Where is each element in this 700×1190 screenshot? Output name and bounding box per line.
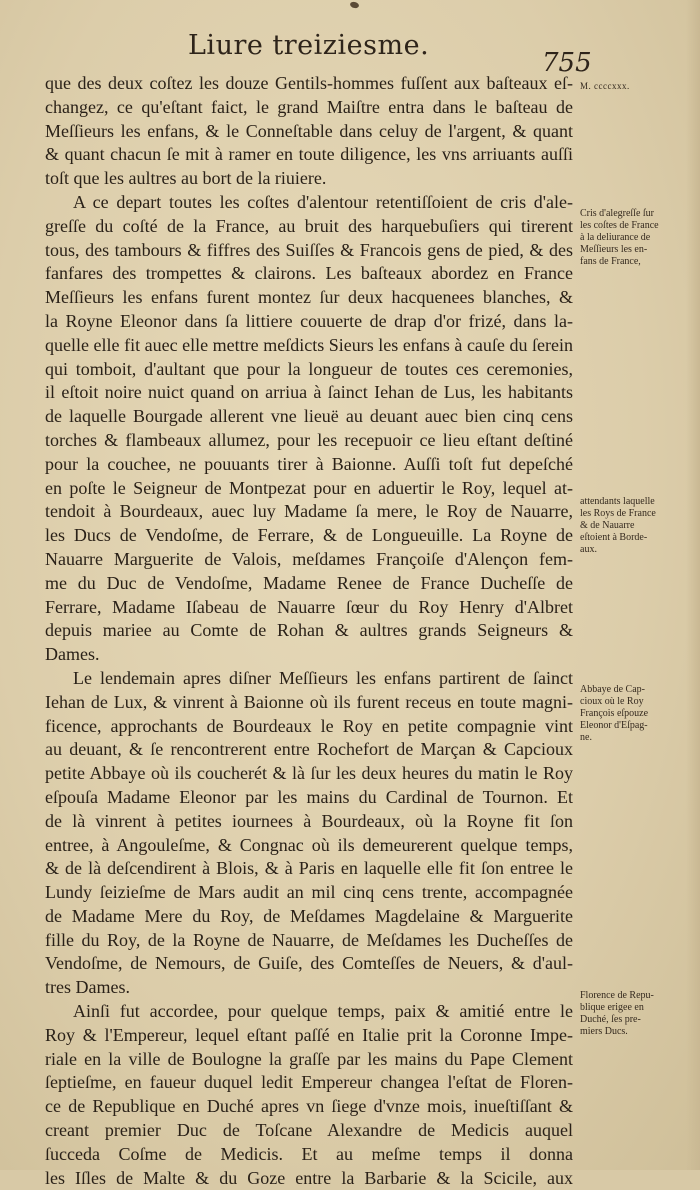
- margin-note-line: Abbaye de Cap-: [580, 684, 645, 695]
- text-line: Le lendemain apres diſner Meſſieurs les enfans partirent de ſainct: [73, 667, 573, 688]
- text-line: Meſſieurs les enfans, & le Conneſtable dans celuy de l'argent, & quant: [45, 120, 573, 141]
- text-line: ſucceda Coſme de Medicis. Et au meſme temps il donna: [45, 1143, 573, 1164]
- margin-note-line: attendants laquelle: [580, 496, 655, 507]
- margin-note-line: Florence de Repu-: [580, 990, 654, 1001]
- margin-note-line: fans de France,: [580, 256, 641, 267]
- text-line: Nauarre Marguerite de Valois, meſdames Françoiſe d'Alençon fem-: [45, 548, 573, 569]
- margin-note-line: blique erigee en: [580, 1002, 644, 1013]
- text-line: fanfares des trompettes & clairons. Les baſteaux abordez en France: [45, 263, 573, 284]
- running-title: Liure treiziesme.: [188, 30, 430, 61]
- text-line: A ce depart toutes les coſtes d'alentour retentiſſoient de cris d'ale-: [73, 191, 573, 212]
- text-line: me du Duc de Vendoſme, Madame Renee de France Ducheſſe de: [45, 572, 573, 593]
- text-line: & de là deſcendirent à Blois, & à Paris en laquelle elle fit ſon entree le: [45, 858, 573, 879]
- margin-note-line: M. ccccxxx.: [580, 81, 630, 91]
- page-edge-shadow: [686, 0, 700, 1170]
- text-line: ſeptieſme, en faueur duquel ledit Empereur changea l'eſtat de Floren-: [45, 1072, 573, 1093]
- text-line: torches & flambeaux allumez, pour les recepuoir ce lieu eſtant deſtiné: [45, 429, 573, 450]
- text-line: Iehan de Lux, & vinrent à Baionne où ils furent receus en toute magni-: [45, 691, 573, 712]
- margin-note-abbaye: [580, 684, 680, 744]
- text-line: de là vinrent à petites iournees à Bourdeaux, où la Royne fit ſon: [45, 810, 573, 831]
- text-line: creant premier Duc de Toſcane Alexandre de Medicis auquel: [45, 1120, 573, 1141]
- text-line: depuis mariee au Comte de Rohan & aultres grands Seigneurs &: [45, 620, 573, 641]
- text-line: quelle elle fit auec elle mettre meſdicts Sieurs les enfans à cauſe du ſerein: [45, 334, 573, 355]
- margin-note-line: Meſſieurs les en-: [580, 244, 648, 255]
- body-text: [45, 72, 573, 1190]
- text-line: tres Dames.: [45, 977, 130, 998]
- margin-note-cris: [580, 208, 680, 268]
- text-line: changez, ce qu'eſtant faict, le grand Maiſtre entra dans le baſteau de: [45, 96, 573, 117]
- page-number: 755: [542, 48, 592, 78]
- paragraph: [45, 191, 573, 667]
- margin-note-line: ne.: [580, 732, 592, 743]
- margin-note-line: & de Nauarre: [580, 520, 635, 531]
- text-line: ce de Republique en Duché apres vn ſiege d'vnze mois, inueſtiſſant &: [45, 1096, 573, 1117]
- margin-note-line: Cris d'alegreſſe ſur: [580, 208, 654, 219]
- text-line: de Madame Mere du Roy, de Meſdames Magdelaine & Marguerite: [45, 905, 573, 926]
- text-line: Ferrare, Madame Iſabeau de Nauarre ſœur du Roy Henry d'Albret: [45, 596, 573, 617]
- text-line: Roy & l'Empereur, lequel eſtant paſſé en Italie prit la Coronne Impe-: [45, 1024, 573, 1045]
- text-line: fille du Roy, de la Royne de Nauarre, de Meſdames les Ducheſſes de: [45, 929, 573, 950]
- paragraph: [45, 72, 573, 191]
- text-line: de laquelle Bourgade allerent vne lieuë au deuant auec bien cinq cens: [45, 406, 573, 427]
- margin-note-line: à la deliurance de: [580, 232, 651, 243]
- text-line: Lundy ſeizieſme de Mars audit an mil cinq cens trente, accompagnée: [45, 882, 573, 903]
- text-line: qui tomboit, d'aultant que pour la longueur de toutes ces ceremonies,: [45, 358, 573, 379]
- text-line: tous, des tambours & fiffres des Suiſſes & Francois gens de pied, & des: [45, 239, 573, 260]
- margin-note-line: miers Ducs.: [580, 1026, 628, 1037]
- text-line: petite Abbaye où ils coucherét & là ſur les deux heures du matin le Roy: [45, 763, 573, 784]
- margin-note-line: François eſpouze: [580, 708, 649, 719]
- margin-note-year: [580, 80, 680, 92]
- text-line: toſt que les aultres au bort de la riuiere.: [45, 168, 327, 189]
- text-line: tendoit à Bourdeaux, auec luy Madame ſa mere, le Roy de Nauarre,: [45, 501, 573, 522]
- margin-note-line: les Roys de France: [580, 508, 656, 519]
- text-line: Dames.: [45, 644, 100, 665]
- text-line: Vendoſme, de Nemours, de Guiſe, des Comteſſes de Neuers, & d'aul-: [45, 953, 573, 974]
- paragraph: [45, 1000, 573, 1190]
- margin-note-line: les coſtes de France: [580, 220, 659, 231]
- margin-note-line: cioux où le Roy: [580, 696, 644, 707]
- text-line: que des deux coſtez les douze Gentils-hommes fuſſent aux baſteaux eſ-: [45, 73, 573, 93]
- text-line: pour la couchee, ne pouuants tirer à Baionne. Auſſi toſt fut depeſché: [45, 453, 573, 474]
- text-line: & quant chacun ſe mit à ramer en toute diligence, les vns arriuants auſſi: [45, 144, 573, 165]
- text-line: eſpouſa Madame Eleonor par les mains du Cardinal de Tournon. Et: [45, 786, 573, 807]
- text-line: Ainſi fut accordee, pour quelque temps, paix & amitié entre le: [73, 1001, 573, 1022]
- text-line: riale en la ville de Boulogne la graſſe par les mains du Pape Clement: [45, 1048, 573, 1069]
- text-line: greſſe du coſté de la France, au bruit des harquebuſiers qui tirerent: [45, 215, 573, 236]
- text-line: les Ducs de Vendoſme, de Ferrare, & de Longueuille. La Royne de: [45, 525, 573, 546]
- text-line: entree, à Angouleſme, & Congnac où ils demeurerent quelque temps,: [45, 834, 573, 855]
- margin-note-line: aux.: [580, 544, 597, 555]
- text-line: les Iſles de Malte & du Goze entre la Barbarie & la Scicile, aux: [45, 1167, 573, 1188]
- text-line: ficence, approchants de Bourdeaux le Roy en petite compagnie vint: [45, 715, 573, 736]
- margin-note-line: Duché, ſes pre-: [580, 1014, 641, 1025]
- text-line: Meſſieurs les enfans furent montez ſur deux hacquenees blanches, &: [45, 287, 573, 308]
- text-line: en poſte le Seigneur de Montpezat pour en aduertir le Roy, lequel at-: [45, 477, 573, 498]
- paragraph: [45, 667, 573, 1000]
- text-line: il eſtoit noire nuict quand on arriua à ſainct Iehan de Lus, les habitants: [45, 382, 573, 403]
- margin-note-line: eſtoient à Borde-: [580, 532, 648, 543]
- printer-ornament: [349, 1, 359, 9]
- text-line: au deuant, & ſe rencontrerent entre Rochefort de Marçan & Capcioux: [45, 739, 573, 760]
- margin-note-florence: [580, 990, 680, 1038]
- margin-note-attendants: [580, 496, 680, 556]
- text-line: la Royne Eleonor dans ſa littiere couuerte de drap d'or frizé, dans la-: [45, 310, 573, 331]
- margin-note-line: Eleonor d'Eſpag-: [580, 720, 648, 731]
